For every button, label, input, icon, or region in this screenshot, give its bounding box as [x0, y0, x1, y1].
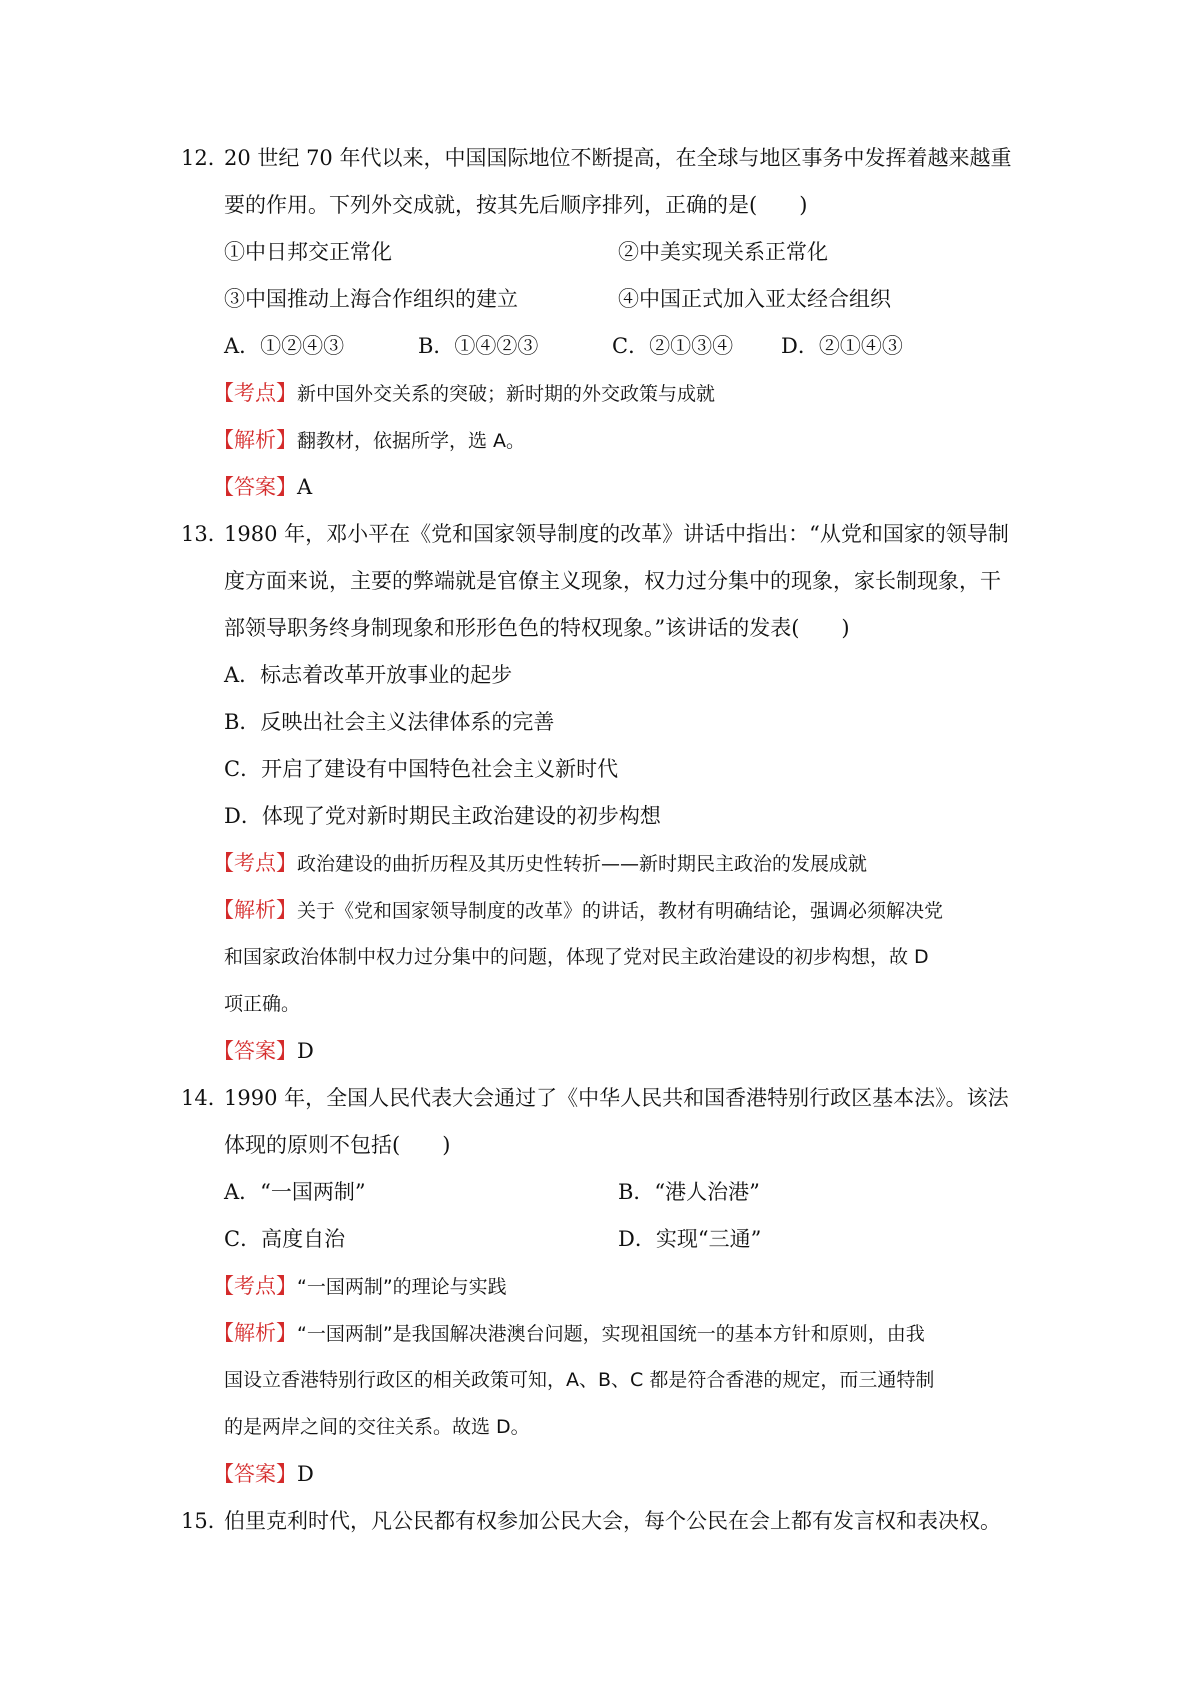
q14-jiexi-line-3: 的是两岸之间的交往关系。故选 D。	[224, 1416, 530, 1438]
kaodian-label: 【考点】	[213, 381, 297, 405]
q13-stem-line-1: 1980 年，邓小平在《党和国家领导制度的改革》讲话中指出：“从党和国家的领导制	[224, 522, 1009, 546]
q12-option-d: D．②①④③	[781, 334, 903, 358]
q12-stem-line-2: 要的作用。下列外交成就，按其先后顺序排列，正确的是( )	[224, 193, 808, 217]
q14-jiexi	[213, 1318, 925, 1349]
daan-label: 【答案】	[213, 1039, 297, 1063]
kaodian-text: “一国两制”的理论与实践	[297, 1276, 507, 1298]
q13-number: 13．	[181, 522, 229, 546]
q14-jiexi-line-2: 国设立香港特别行政区的相关政策可知，A、B、C 都是符合香港的规定，而三通特制	[224, 1369, 935, 1391]
q12-stem-line-1: 20 世纪 70 年代以来，中国国际地位不断提高，在全球与地区事务中发挥着越来越重	[224, 146, 1012, 170]
q12-option-a: A．①②④③	[224, 334, 345, 358]
q12-daan	[213, 472, 312, 502]
jiexi-text-line-1: “一国两制”是我国解决港澳台问题，实现祖国统一的基本方针和原则，由我	[297, 1323, 925, 1345]
q14-number: 14．	[181, 1086, 229, 1110]
q12-option-b: B．①④②③	[418, 334, 539, 358]
q13-option-b: B．反映出社会主义法律体系的完善	[224, 710, 555, 734]
jiexi-label: 【解析】	[213, 1321, 297, 1345]
q13-option-d: D．体现了党对新时期民主政治建设的初步构想	[224, 804, 661, 828]
daan-label: 【答案】	[213, 1462, 297, 1486]
q14-option-b: B．“港人治港”	[618, 1180, 760, 1204]
q13-daan	[213, 1036, 314, 1066]
q13-option-a: A．标志着改革开放事业的起步	[224, 663, 513, 687]
daan-text: D	[297, 1462, 314, 1486]
q14-stem-line-2: 体现的原则不包括( )	[224, 1133, 451, 1157]
q14-option-a: A．“一国两制”	[224, 1180, 366, 1204]
jiexi-label: 【解析】	[213, 428, 297, 452]
jiexi-text-line-1: 关于《党和国家领导制度的改革》的讲话，教材有明确结论，强调必须解决党	[297, 900, 944, 922]
daan-text: A	[297, 475, 313, 499]
daan-text: D	[297, 1039, 314, 1063]
q12-number: 12．	[181, 146, 229, 170]
q15-number: 15．	[181, 1509, 229, 1533]
q14-stem-line-1: 1990 年，全国人民代表大会通过了《中华人民共和国香港特别行政区基本法》。该法	[224, 1086, 1009, 1110]
kaodian-text: 政治建设的曲折历程及其历史性转折——新时期民主政治的发展成就	[297, 853, 868, 875]
daan-label: 【答案】	[213, 475, 297, 499]
q12-kaodian	[213, 378, 715, 409]
q15-stem-line-1: 伯里克利时代，凡公民都有权参加公民大会，每个公民在会上都有发言权和表决权。	[224, 1509, 1001, 1533]
q13-stem-line-3: 部领导职务终身制现象和形形色色的特权现象。”该讲话的发表( )	[224, 616, 850, 640]
jiexi-text: 翻教材，依据所学，选 A。	[297, 430, 526, 452]
q14-option-c: C．高度自治	[224, 1227, 346, 1251]
q14-kaodian	[213, 1271, 507, 1302]
q12-item-1: ①中日邦交正常化	[224, 240, 392, 264]
q13-kaodian	[213, 848, 867, 879]
q12-item-2: ②中美实现关系正常化	[618, 240, 828, 264]
q13-jiexi-line-3: 项正确。	[224, 993, 301, 1015]
q13-option-c: C．开启了建设有中国特色社会主义新时代	[224, 757, 619, 781]
kaodian-label: 【考点】	[213, 1274, 297, 1298]
q12-jiexi	[213, 425, 525, 456]
q13-jiexi-line-2: 和国家政治体制中权力过分集中的问题，体现了党对民主政治建设的初步构想，故 D	[224, 946, 929, 968]
q12-option-c: C．②①③④	[612, 334, 734, 358]
kaodian-text: 新中国外交关系的突破；新时期的外交政策与成就	[297, 383, 716, 405]
jiexi-label: 【解析】	[213, 898, 297, 922]
kaodian-label: 【考点】	[213, 851, 297, 875]
q14-option-d: D．实现“三通”	[618, 1227, 762, 1251]
q12-item-4: ④中国正式加入亚太经合组织	[618, 287, 891, 311]
q13-stem-line-2: 度方面来说，主要的弊端就是官僚主义现象，权力过分集中的现象，家长制现象，干	[224, 569, 1001, 593]
q14-daan	[213, 1459, 314, 1489]
q13-jiexi	[213, 895, 943, 926]
q12-item-3: ③中国推动上海合作组织的建立	[224, 287, 518, 311]
